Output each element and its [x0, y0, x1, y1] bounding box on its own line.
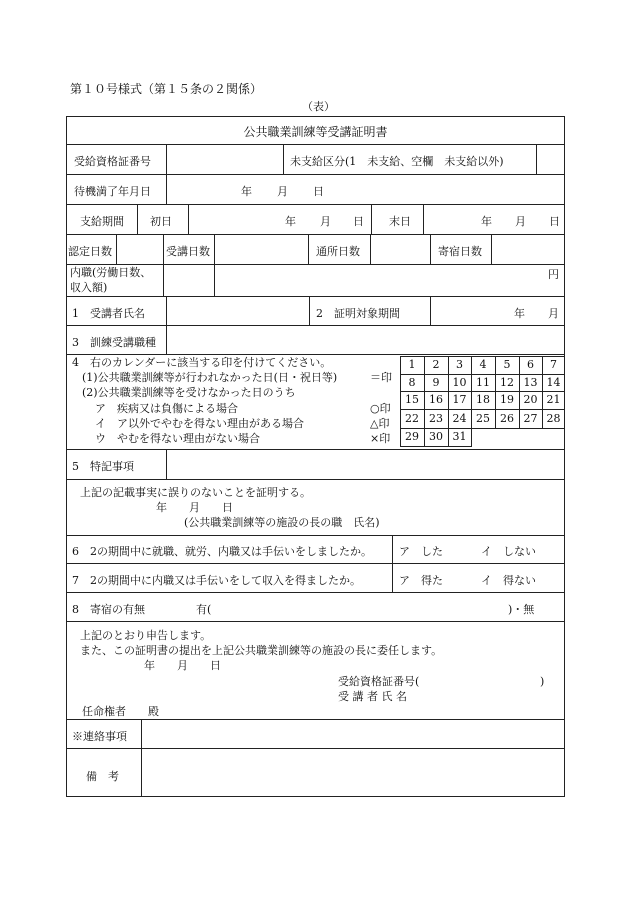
payment-end-label: 末日 [389, 215, 411, 228]
payment-start-label: 初日 [150, 215, 172, 228]
declaration-appointer: 任命権者 殿 [82, 705, 159, 718]
lodging-days-label: 寄宿日数 [438, 245, 482, 258]
calendar-item-a: ア 疾病又は負傷による場合 [95, 402, 238, 415]
calendar-day[interactable]: 15 [405, 393, 419, 406]
start-day: 日 [353, 215, 364, 228]
special-notes-label: 5 特記事項 [72, 460, 134, 473]
side-label: （表） [302, 100, 335, 113]
calendar-day[interactable]: 1 [408, 358, 416, 371]
form-number: 第１０号様式（第１５条の２関係） [70, 82, 263, 96]
calendar-day[interactable]: 30 [429, 430, 443, 443]
calendar-day[interactable]: 14 [546, 376, 561, 389]
declaration-name-label: 受 講 者 氏 名 [338, 690, 407, 703]
calendar-mark1: ＝印 [370, 371, 392, 384]
form-title: 公共職業訓練等受講証明書 [243, 125, 388, 139]
calendar-mark-u: ×印 [370, 432, 391, 445]
trainee-name-label: 1 受講者氏名 [72, 307, 145, 320]
calendar-day[interactable]: 12 [500, 376, 514, 389]
calendar-day[interactable]: 7 [550, 358, 557, 371]
waiting-month: 月 [277, 185, 288, 198]
declaration-number-label: 受給資格証番号( [338, 675, 420, 688]
q7-no[interactable]: イ 得ない [481, 574, 536, 587]
remarks-label: 備 考 [86, 770, 119, 783]
certification-date: 年 月 日 [156, 501, 233, 514]
q7-yes[interactable]: ア 得た [399, 574, 443, 587]
commute-days-label: 通所日数 [316, 245, 360, 258]
start-month: 月 [320, 215, 331, 228]
certification-signer: (公共職業訓練等の施設の長の職 氏名) [184, 516, 380, 529]
contact-label: ※連絡事項 [72, 730, 127, 743]
calendar-day[interactable]: 29 [405, 430, 419, 443]
lodging-none[interactable]: )・無 [508, 603, 535, 616]
calendar-day[interactable]: 26 [500, 412, 514, 425]
calendar-day[interactable]: 4 [479, 358, 487, 371]
payment-period-label: 支給期間 [80, 215, 124, 228]
side-job-unit: 円 [548, 268, 559, 281]
calendar-day[interactable]: 5 [503, 358, 511, 371]
calendar-day[interactable]: 31 [452, 430, 467, 443]
calendar-day[interactable]: 11 [476, 376, 490, 389]
period-year: 年 [514, 307, 525, 320]
declaration-number-close: ) [540, 675, 545, 688]
attended-days-label: 受講日数 [166, 245, 210, 258]
waiting-year: 年 [241, 185, 252, 198]
calendar-day[interactable]: 10 [452, 376, 467, 389]
calendar-day[interactable]: 8 [408, 376, 416, 389]
calendar-day[interactable]: 24 [452, 412, 467, 425]
calendar-day[interactable]: 25 [476, 412, 490, 425]
calendar-day[interactable]: 13 [523, 376, 538, 389]
q6-text: 6 2の期間中に就職、就労、内職又は手伝いをしましたか。 [72, 545, 372, 558]
calendar-day[interactable]: 28 [546, 412, 561, 425]
calendar-day[interactable]: 17 [452, 393, 467, 406]
side-job-label-2: 収入額) [70, 281, 108, 294]
calendar-day[interactable]: 23 [429, 412, 443, 425]
calendar-line1: (1)公共職業訓練等が行われなかった日(日・祝日等) [82, 371, 338, 384]
certified-days-label: 認定日数 [68, 245, 112, 258]
waiting-date-label: 待機満了年月日 [74, 185, 151, 198]
category-label: 未支給区分(1 未支給、空欄 未支給以外) [290, 155, 504, 168]
declaration-line1: 上記のとおり申告します。 [80, 629, 212, 642]
lodging-label: 8 寄宿の有無 [72, 603, 145, 616]
calendar-day[interactable]: 21 [546, 393, 561, 406]
end-month: 月 [515, 215, 526, 228]
q6-yes[interactable]: ア した [399, 545, 443, 558]
side-job-label-1: 内職(労働日数、 [70, 266, 152, 279]
waiting-day: 日 [313, 185, 324, 198]
occupation-label: 3 訓練受講職種 [72, 336, 156, 349]
certification-text: 上記の記載事実に誤りのないことを証明する。 [80, 486, 311, 499]
declaration-line2: また、この証明書の提出を上記公共職業訓練等の施設の長に委任します。 [80, 644, 443, 657]
calendar-day[interactable]: 9 [432, 376, 440, 389]
calendar-mark-i: △印 [370, 417, 390, 430]
lodging-has[interactable]: 有( [196, 603, 212, 616]
q7-text: 7 2の期間中に内職又は手伝いをして収入を得ましたか。 [72, 574, 361, 587]
calendar-day[interactable]: 18 [476, 393, 490, 406]
calendar-day[interactable]: 2 [432, 358, 440, 371]
declaration-date: 年 月 日 [144, 659, 221, 672]
period-month: 月 [548, 307, 559, 320]
calendar-heading: 4 右のカレンダーに該当する印を付けてください。 [72, 356, 332, 369]
calendar-item-i: イ ア以外でやむを得ない理由がある場合 [95, 417, 304, 430]
calendar-mark-a: ○印 [370, 402, 391, 415]
start-year: 年 [285, 215, 296, 228]
calendar-day[interactable]: 20 [523, 393, 538, 406]
q6-no[interactable]: イ しない [481, 545, 536, 558]
end-year: 年 [481, 215, 492, 228]
calendar-day[interactable]: 22 [405, 412, 419, 425]
calendar-line2: (2)公共職業訓練等を受けなかった日のうち [82, 386, 296, 399]
calendar-day[interactable]: 16 [429, 393, 443, 406]
calendar-day[interactable]: 19 [500, 393, 514, 406]
calendar-day[interactable]: 3 [456, 358, 463, 371]
end-day: 日 [549, 215, 560, 228]
calendar-item-u: ウ やむを得ない理由がない場合 [95, 432, 260, 445]
qualification-number-label: 受給資格証番号 [74, 155, 151, 168]
period-label: 2 証明対象期間 [316, 307, 400, 320]
calendar-day[interactable]: 27 [523, 412, 538, 425]
calendar-day[interactable]: 6 [527, 358, 534, 371]
